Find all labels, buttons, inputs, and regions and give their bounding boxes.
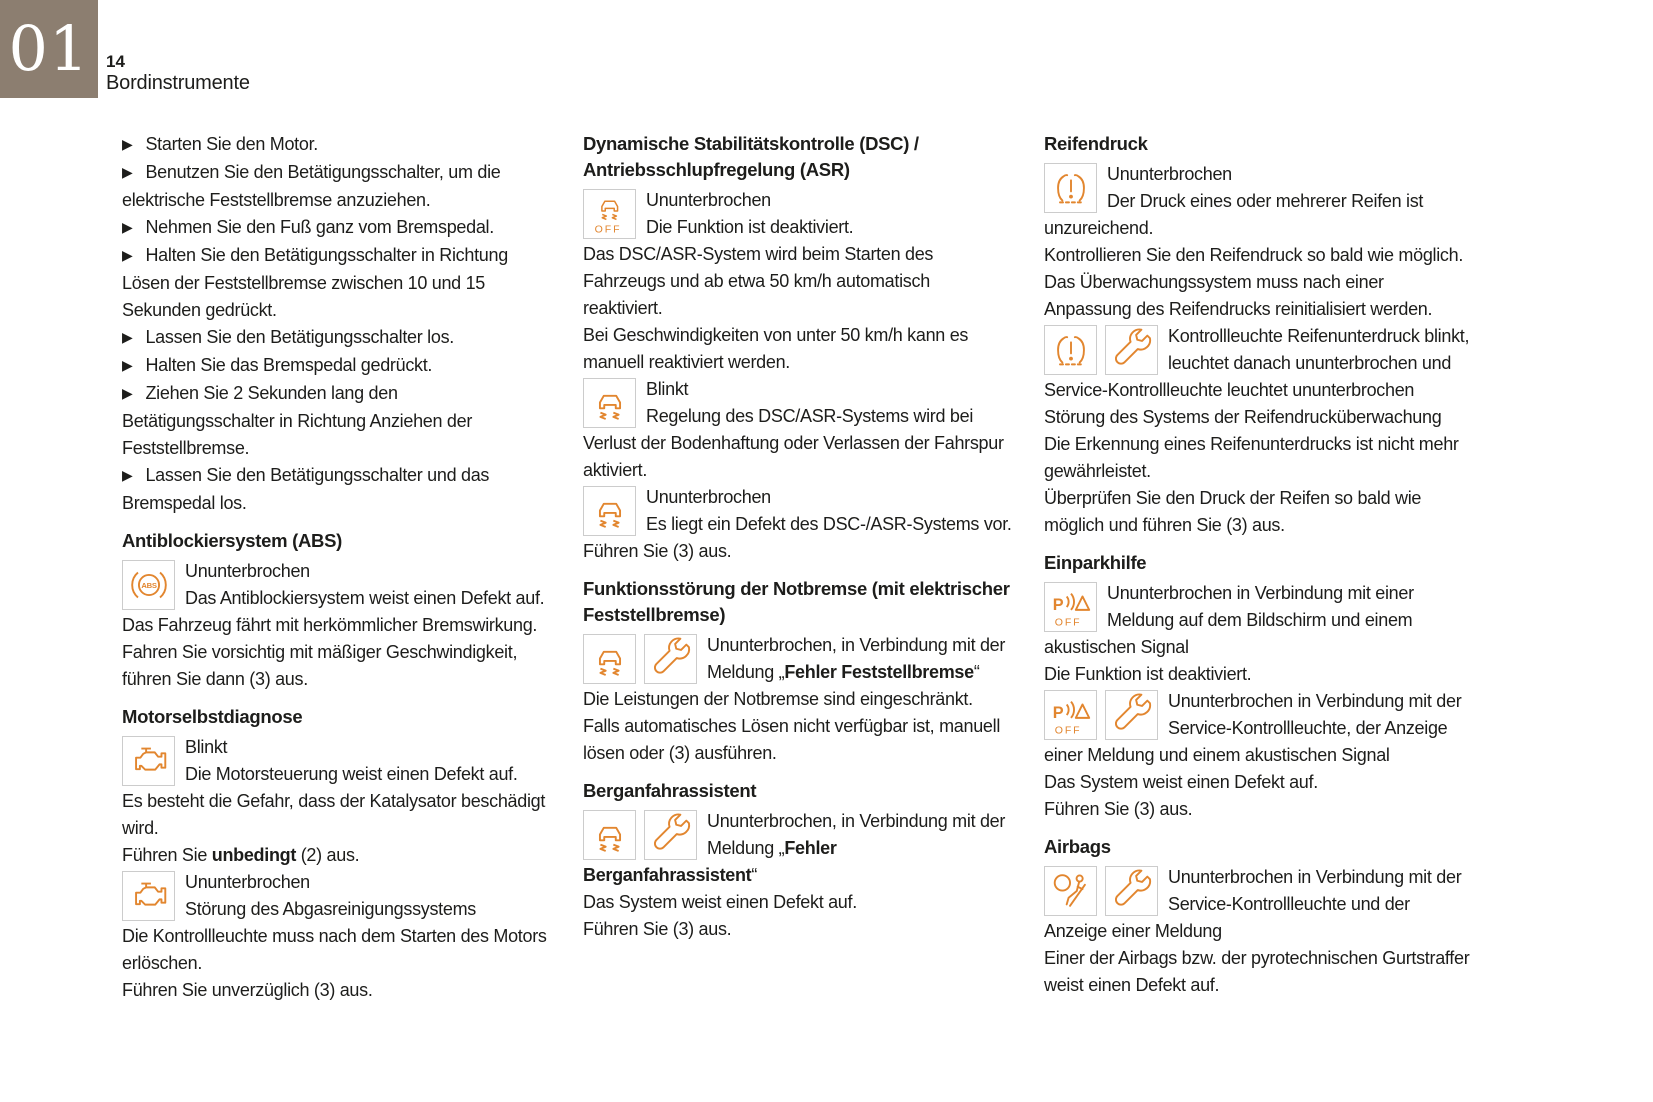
body-text: Führen Sie unbedingt (2) aus. (122, 845, 360, 865)
engine-malfunction-light-icon (122, 736, 175, 786)
content-columns (122, 131, 1474, 1004)
entry-state: Ununterbrochen (646, 487, 771, 507)
bullet-arrow-icon: ▶ (122, 357, 133, 373)
section-heading-engine: Motorselbstdiagnose (122, 706, 303, 727)
instruction-step: ▶ Halten Sie den Betätigungsschalter in Richtung Lösen der Feststellbremse zwischen 10 und 15 Sekunden gedrückt. (122, 242, 552, 324)
bullet-arrow-icon: ▶ (122, 385, 133, 401)
abs-warning-light-icon (122, 560, 175, 610)
instruction-step: ▶ Halten Sie das Bremspedal gedrückt. (122, 352, 552, 380)
dsc-asr-light-icon (583, 810, 636, 860)
service-wrench-light-icon (1105, 325, 1158, 375)
warning-entry (1044, 580, 1474, 661)
warning-entry (583, 187, 1013, 241)
svg-text:OFF: OFF (594, 223, 621, 236)
entry-state: Ununterbrochen (185, 872, 310, 892)
body-text: Die Kontrollleuchte muss nach dem Starten des Motors erlöschen. (122, 926, 547, 973)
tire-pressure-light-icon (1044, 163, 1097, 213)
bullet-arrow-icon: ▶ (122, 329, 133, 345)
warning-entry (122, 558, 552, 612)
entry-state: Blinkt (646, 379, 689, 399)
entry-desc: Ununterbrochen, in Verbindung mit der Meldung „Fehler Berganfahrassistent“ (583, 811, 1006, 885)
section-heading-berganfahr: Berganfahrassistent (583, 780, 757, 801)
dsc-asr-light-icon (583, 486, 636, 536)
entry-desc: Es liegt ein Defekt des DSC-/ASR-Systems vor. (646, 514, 1012, 534)
instruction-step: ▶ Benutzen Sie den Betätigungsschalter, um die elektrische Feststellbremse anzuziehen. (122, 159, 552, 214)
engine-malfunction-light-icon (122, 871, 175, 921)
service-wrench-light-icon (1105, 690, 1158, 740)
section-heading-einparkhilfe: Einparkhilfe (1044, 552, 1147, 573)
warning-entry (583, 808, 1013, 889)
bullet-arrow-icon: ▶ (122, 247, 133, 263)
bullet-arrow-icon: ▶ (122, 467, 133, 483)
entry-desc: Ununterbrochen, in Verbindung mit der Meldung „Fehler Feststellbremse“ (707, 635, 1006, 682)
entry-desc: Störung des Abgasreinigungssystems (185, 899, 476, 919)
body-text: Das DSC/ASR-System wird beim Starten des Fahrzeugs und ab etwa 50 km/h automatisch reaktiviert. (583, 244, 934, 318)
svg-text:OFF: OFF (1054, 724, 1082, 737)
chapter-box (0, 0, 98, 98)
section-heading-reifendruck: Reifendruck (1044, 133, 1148, 154)
dsc-asr-light-icon (583, 378, 636, 428)
body-text: Die Leistungen der Notbremse sind eingeschränkt. (583, 689, 973, 709)
body-text: Führen Sie (3) aus. (583, 919, 732, 939)
body-text: Die Erkennung eines Reifenunterdrucks ist nicht mehr gewährleistet. (1044, 434, 1459, 481)
service-wrench-light-icon (644, 810, 697, 860)
entry-state: Blinkt (185, 737, 228, 757)
entry-desc: Das Antiblockiersystem weist einen Defekt auf. (185, 588, 545, 608)
body-text: Störung des Systems der Reifendrucküberwachung (1044, 407, 1442, 427)
entry-desc: Der Druck eines oder mehrerer Reifen ist unzureichend. (1044, 191, 1424, 238)
body-text: Einer der Airbags bzw. der pyrotechnischen Gurtstraffer weist einen Defekt auf. (1044, 948, 1470, 995)
body-text: Falls automatisches Lösen nicht verfügbar ist, manuell lösen oder (3) ausführen. (583, 716, 1001, 763)
warning-entry (583, 376, 1013, 484)
instruction-step: ▶ Starten Sie den Motor. (122, 131, 552, 159)
warning-entry (583, 632, 1013, 686)
bullet-arrow-icon: ▶ (122, 136, 133, 152)
parking-sensor-off-light-icon (1044, 582, 1097, 632)
warning-entry (1044, 161, 1474, 242)
tire-pressure-light-icon (1044, 325, 1097, 375)
entry-desc: Ununterbrochen in Verbindung mit der Service-Kontrollleuchte und der Anzeige einer Meldung (1044, 867, 1462, 941)
body-text: Das Fahrzeug fährt mit herkömmlicher Bremswirkung. (122, 615, 538, 635)
airbag-light-icon (1044, 866, 1097, 916)
section-heading-dsc: Dynamische Stabilitätskontrolle (DSC) / Antriebsschlupfregelung (ASR) (583, 133, 919, 180)
svg-text:P: P (1052, 703, 1063, 722)
section-heading-notbremse: Funktionsstörung der Notbremse (mit elektrischer Feststellbremse) (583, 578, 1010, 625)
section-heading-abs: Antiblockiersystem (ABS) (122, 530, 342, 551)
entry-desc: Die Motorsteuerung weist einen Defekt auf. (185, 764, 518, 784)
warning-entry (1044, 864, 1474, 945)
body-text: Fahren Sie vorsichtig mit mäßiger Geschwindigkeit, führen Sie dann (3) aus. (122, 642, 518, 689)
entry-desc: Kontrollleuchte Reifenunterdruck blinkt, leuchtet danach ununterbrochen und Service-Kontrollleuchte leuchtet ununterbrochen (1044, 326, 1470, 400)
body-text: Führen Sie unverzüglich (3) aus. (122, 980, 373, 1000)
instruction-step: ▶ Lassen Sie den Betätigungsschalter los. (122, 324, 552, 352)
section-heading-airbags: Airbags (1044, 836, 1111, 857)
entry-desc: Die Funktion ist deaktiviert. (646, 217, 854, 237)
service-wrench-light-icon (1105, 866, 1158, 916)
column-3 (1044, 131, 1474, 1004)
entry-desc: Regelung des DSC/ASR-Systems wird bei Verlust der Bodenhaftung oder Verlassen der Fahrspur aktiviert. (583, 406, 1004, 480)
body-text: Es besteht die Gefahr, dass der Katalysator beschädigt wird. (122, 791, 546, 838)
svg-text:ABS: ABS (140, 580, 157, 590)
instruction-step: ▶ Lassen Sie den Betätigungsschalter und das Bremspedal los. (122, 462, 552, 517)
body-text: Die Funktion ist deaktiviert. (1044, 664, 1252, 684)
chapter-number: 01 (8, 12, 90, 85)
instruction-step: ▶ Nehmen Sie den Fuß ganz vom Bremspedal. (122, 214, 552, 242)
svg-text:OFF: OFF (1054, 616, 1082, 629)
warning-entry (583, 484, 1013, 538)
body-text: Überprüfen Sie den Druck der Reifen so bald wie möglich und führen Sie (3) aus. (1044, 488, 1422, 535)
service-wrench-light-icon (644, 634, 697, 684)
body-text: Bei Geschwindigkeiten von unter 50 km/h kann es manuell reaktiviert werden. (583, 325, 969, 372)
body-text: Das Überwachungssystem muss nach einer Anpassung des Reifendrucks reinitialisiert werden. (1044, 272, 1433, 319)
body-text: Das System weist einen Defekt auf. (1044, 772, 1318, 792)
instruction-step: ▶ Ziehen Sie 2 Sekunden lang den Betätigungsschalter in Richtung Anziehen der Feststellbremse. (122, 380, 552, 462)
entry-state: Ununterbrochen (646, 190, 771, 210)
warning-entry (1044, 323, 1474, 404)
bullet-arrow-icon: ▶ (122, 164, 133, 180)
warning-entry (1044, 688, 1474, 769)
parking-sensor-off-light-icon (1044, 690, 1097, 740)
entry-state: Ununterbrochen (1107, 164, 1232, 184)
entry-desc: Ununterbrochen in Verbindung mit der Service-Kontrollleuchte, der Anzeige einer Meldung und einem akustischen Signal (1044, 691, 1462, 765)
page-title: Bordinstrumente (106, 72, 250, 94)
body-text: Kontrollieren Sie den Reifendruck so bald wie möglich. (1044, 245, 1464, 265)
column-1 (122, 131, 552, 1004)
entry-desc: Ununterbrochen in Verbindung mit einer Meldung auf dem Bildschirm und einem akustischen Signal (1044, 583, 1414, 657)
dsc-asr-light-icon (583, 634, 636, 684)
body-text: Das System weist einen Defekt auf. (583, 892, 857, 912)
body-text: Führen Sie (3) aus. (1044, 799, 1193, 819)
svg-text:P: P (1052, 595, 1063, 614)
column-2 (583, 131, 1013, 1004)
warning-entry (122, 734, 552, 788)
page-header (106, 52, 250, 95)
bullet-arrow-icon: ▶ (122, 219, 133, 235)
warning-entry (122, 869, 552, 923)
body-text: Führen Sie (3) aus. (583, 541, 732, 561)
page-number: 14 (106, 52, 125, 71)
dsc-asr-off-light-icon (583, 189, 636, 239)
entry-state: Ununterbrochen (185, 561, 310, 581)
